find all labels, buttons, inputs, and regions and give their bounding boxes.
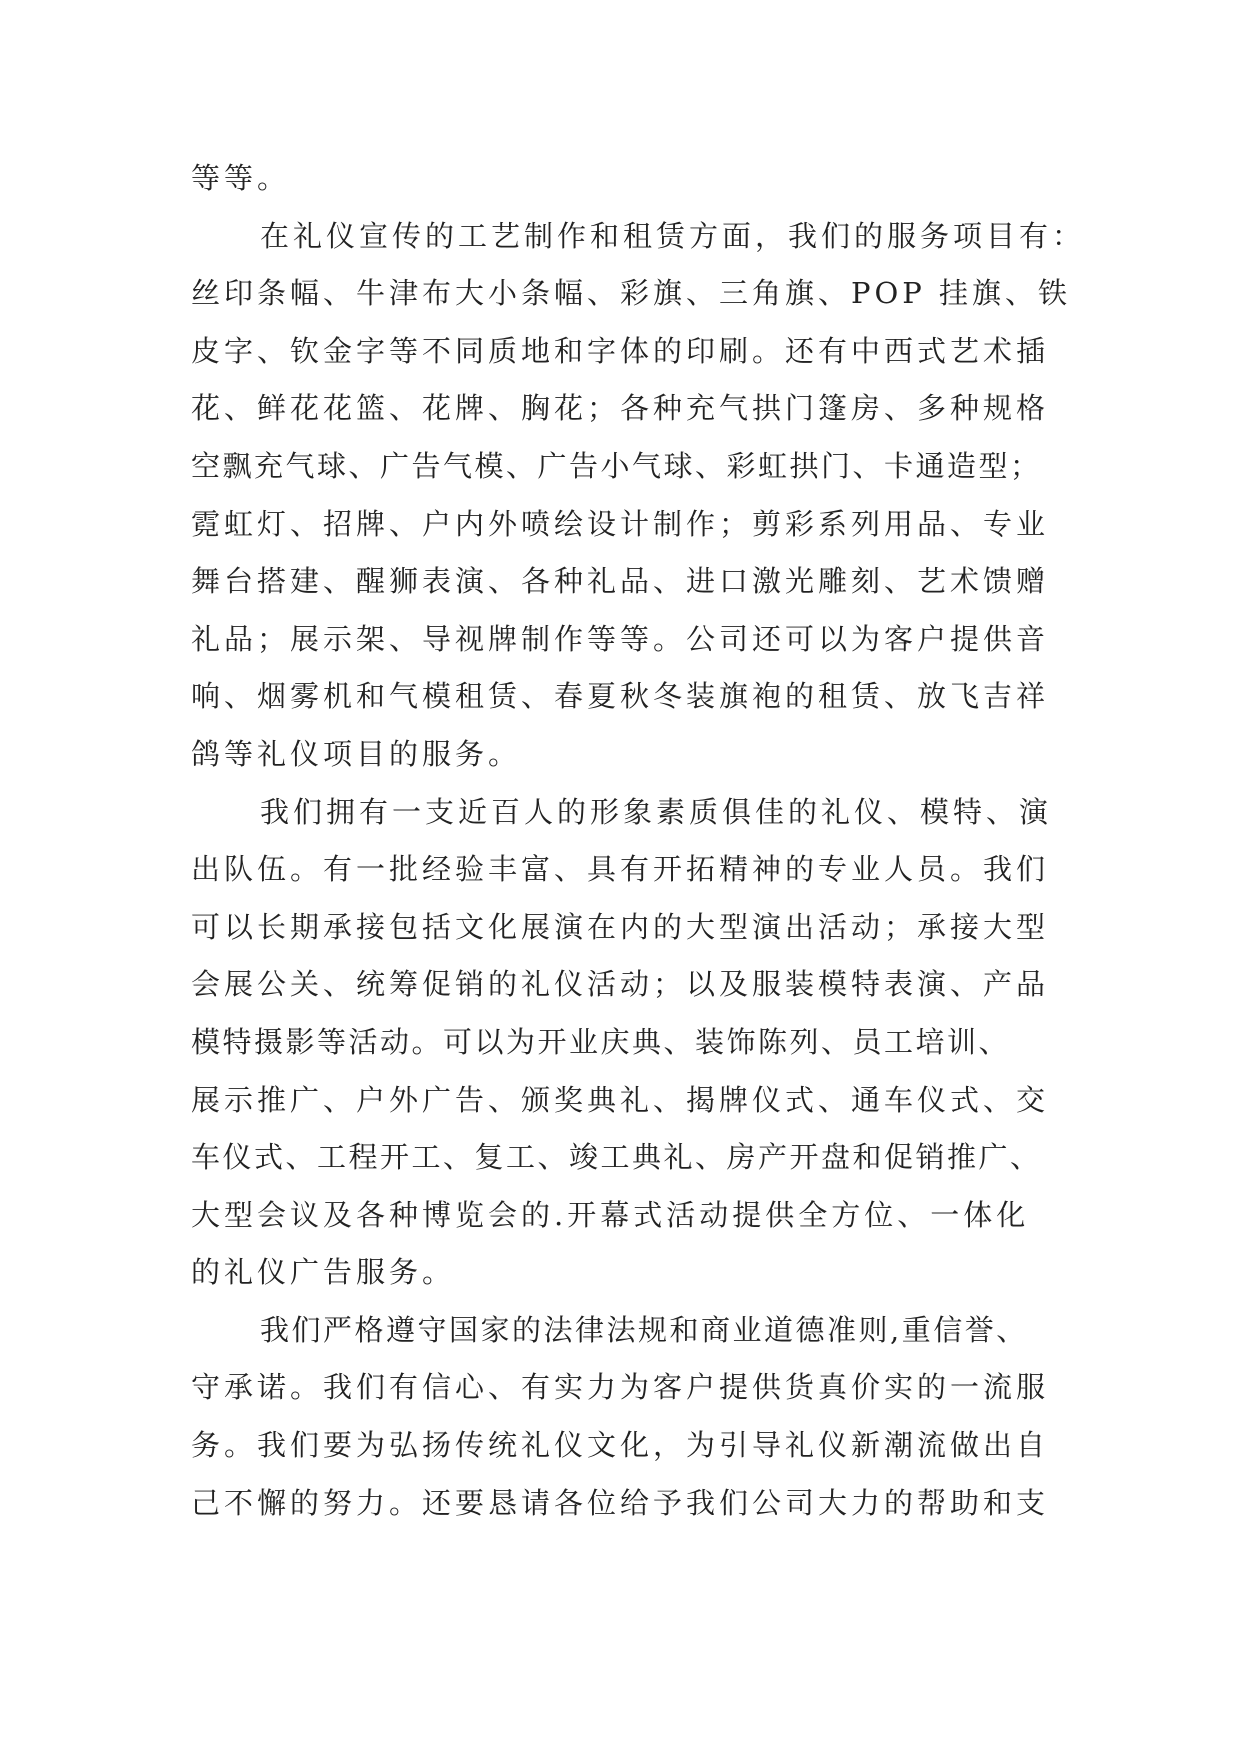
paragraph-first-line: 我们严格遵守国家的法律法规和商业道德准则,重信誉、 (260, 1312, 1028, 1347)
text-line: 响、烟雾机和气模租赁、春夏秋冬装旗袍的租赁、放飞吉祥 (191, 679, 1050, 714)
text-line: 舞台搭建、醒狮表演、各种礼品、进口激光雕刻、艺术馈赠 (191, 564, 1050, 599)
text-line: 的礼仪广告服务。 (191, 1255, 456, 1290)
paragraph-first-line: 在礼仪宣传的工艺制作和租赁方面，我们的服务项目有： (260, 218, 1086, 253)
document-body (191, 150, 1086, 1532)
text-line: 丝印条幅、牛津布大小条幅、彩旗、三角旗、POP 挂旗、铁 (191, 276, 1072, 311)
text-line: 礼品；展示架、导视牌制作等等。公司还可以为客户提供音 (191, 621, 1050, 656)
text-line: 守承诺。我们有信心、有实力为客户提供货真价实的一流服 (191, 1370, 1050, 1405)
text-line: 霓虹灯、招牌、户内外喷绘设计制作；剪彩系列用品、专业 (191, 506, 1050, 541)
text-line: 皮字、钦金字等不同质地和字体的印刷。还有中西式艺术插 (191, 333, 1050, 368)
text-line: 出队伍。有一批经验丰富、具有开拓精神的专业人员。我们 (191, 852, 1050, 887)
text-line: 会展公关、统筹促销的礼仪活动；以及服装模特表演、产品 (191, 967, 1050, 1002)
text-line: 花、鲜花花篮、花牌、胸花；各种充气拱门篷房、多种规格 (191, 391, 1050, 426)
text-line: 展示推广、户外广告、颁奖典礼、揭牌仪式、通车仪式、交 (191, 1082, 1050, 1117)
text-line: 模特摄影等活动。可以为开业庆典、装饰陈列、员工培训、 (191, 1024, 1011, 1059)
text-line: 鸽等礼仪项目的服务。 (191, 736, 522, 771)
text-line: 己不懈的努力。还要恳请各位给予我们公司大力的帮助和支 (191, 1485, 1050, 1520)
paragraph-first-line: 我们拥有一支近百人的形象素质俱佳的礼仪、模特、演 (260, 794, 1053, 829)
text-line: 车仪式、工程开工、复工、竣工典礼、房产开盘和促销推广、 (191, 1140, 1042, 1175)
text-line: 空飘充气球、广告气模、广告小气球、彩虹拱门、卡通造型； (191, 448, 1042, 483)
text-line: 务。我们要为弘扬传统礼仪文化，为引导礼仪新潮流做出自 (191, 1428, 1050, 1463)
text-line: 大型会议及各种博览会的.开幕式活动提供全方位、一体化 (191, 1197, 1030, 1232)
text-line: 可以长期承接包括文化展演在内的大型演出活动；承接大型 (191, 909, 1050, 944)
text-line: 等等。 (191, 161, 291, 195)
